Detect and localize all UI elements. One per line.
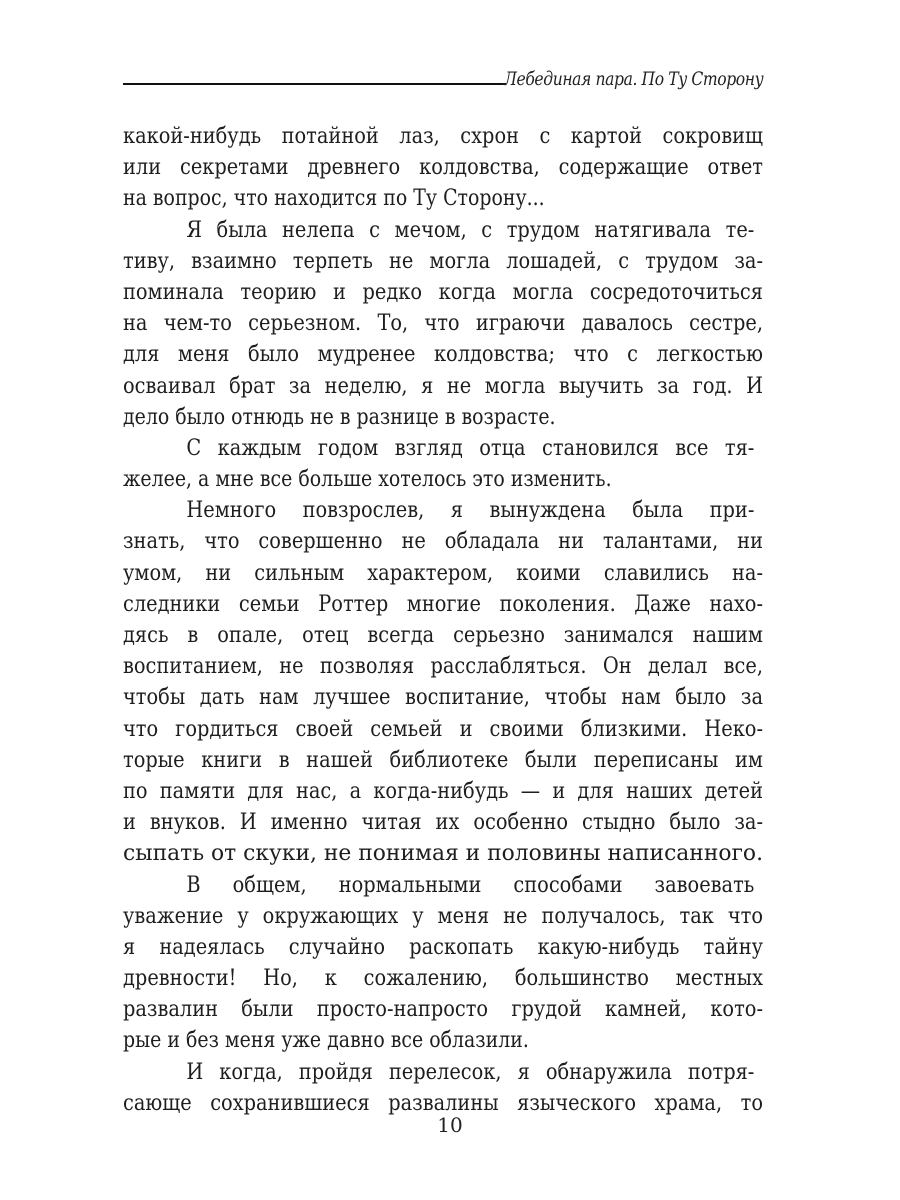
text-line: на чем-то серьезном. То, что играючи давалось сестре, <box>123 311 763 337</box>
text-line: В общем, нормальными способами завоевать <box>186 872 755 898</box>
text-line: чтобы дать нам лучшее воспитание, чтобы нам было за <box>123 685 763 711</box>
text-line: следники семьи Роттер многие поколения. Даже нахо- <box>123 591 763 617</box>
text-line: какой-нибудь потайной лаз, схрон с картой сокровищ <box>123 124 763 149</box>
text-line: тиву, взаимно терпеть не могла лошадей, с трудом за- <box>123 248 763 274</box>
text-line: развалин были просто-напросто грудой камней, кото- <box>123 997 763 1023</box>
paragraph <box>123 1057 763 1119</box>
text-line: дело было отнюдь не в разнице в возрасте. <box>123 404 556 430</box>
paragraph <box>123 495 763 869</box>
text-line: дясь в опале, отец всегда серьезно занимался нашим <box>123 623 763 648</box>
paragraph <box>123 433 763 495</box>
text-line: осваивал брат за неделю, я не могла выучить за год. И <box>123 373 763 399</box>
running-header <box>123 64 763 104</box>
text-line: Немного повзрослев, я вынуждена была при- <box>186 498 755 524</box>
text-line: для меня было мудренее колдовства; что с легкостью <box>123 342 763 368</box>
text-line: сыпать от скуки, не понимая и половины написанного. <box>123 841 763 867</box>
text-line: сающе сохранившиеся развалины языческого храма, то <box>123 1090 763 1116</box>
text-line: умом, ни сильным характером, коими славились на- <box>123 560 763 586</box>
text-line: знать, что совершенно не обладала ни талантами, ни <box>123 529 763 555</box>
running-title: Лебединая пара. По Ту Сторону <box>503 68 763 90</box>
text-line: на вопрос, что находится по Ту Сторону... <box>123 186 545 212</box>
paragraph <box>123 215 763 433</box>
paragraph <box>123 121 763 215</box>
text-line: или секретами древнего колдовства, содержащие ответ <box>123 155 763 181</box>
text-line: торые книги в нашей библиотеке были переписаны им <box>123 747 763 773</box>
paragraph <box>123 870 763 1057</box>
text-line: я надеялась случайно раскопать какую-нибудь тайну <box>123 934 763 960</box>
text-line: поминала теорию и редко когда могла сосредоточиться <box>123 279 763 305</box>
text-line: рые и без меня уже давно все облазили. <box>123 1028 529 1054</box>
text-line: по памяти для нас, а когда-нибудь — и для наших детей <box>123 778 763 804</box>
text-line: желее, а мне все больше хотелось это изменить. <box>123 467 612 493</box>
page-number: 10 <box>437 1113 463 1137</box>
text-line: и внуков. И именно читая их особенно стыдно было за- <box>123 810 763 836</box>
header-rule <box>123 83 506 85</box>
text-line: уважение у окружающих у меня не получалось, так что <box>123 903 763 929</box>
text-line: воспитанием, не позволяя расслабляться. Он делал все, <box>123 654 763 680</box>
text-line: С каждым годом взгляд отца становился все тя- <box>186 435 755 461</box>
text-line: древности! Но, к сожалению, большинство местных <box>123 966 763 992</box>
page-body-text <box>123 121 763 1119</box>
text-line: Я была нелепа с мечом, с трудом натягивала те- <box>186 217 755 243</box>
text-line: что гордиться своей семьей и своими близкими. Неко- <box>123 716 763 742</box>
text-line: И когда, пройдя перелесок, я обнаружила потря- <box>186 1059 755 1085</box>
